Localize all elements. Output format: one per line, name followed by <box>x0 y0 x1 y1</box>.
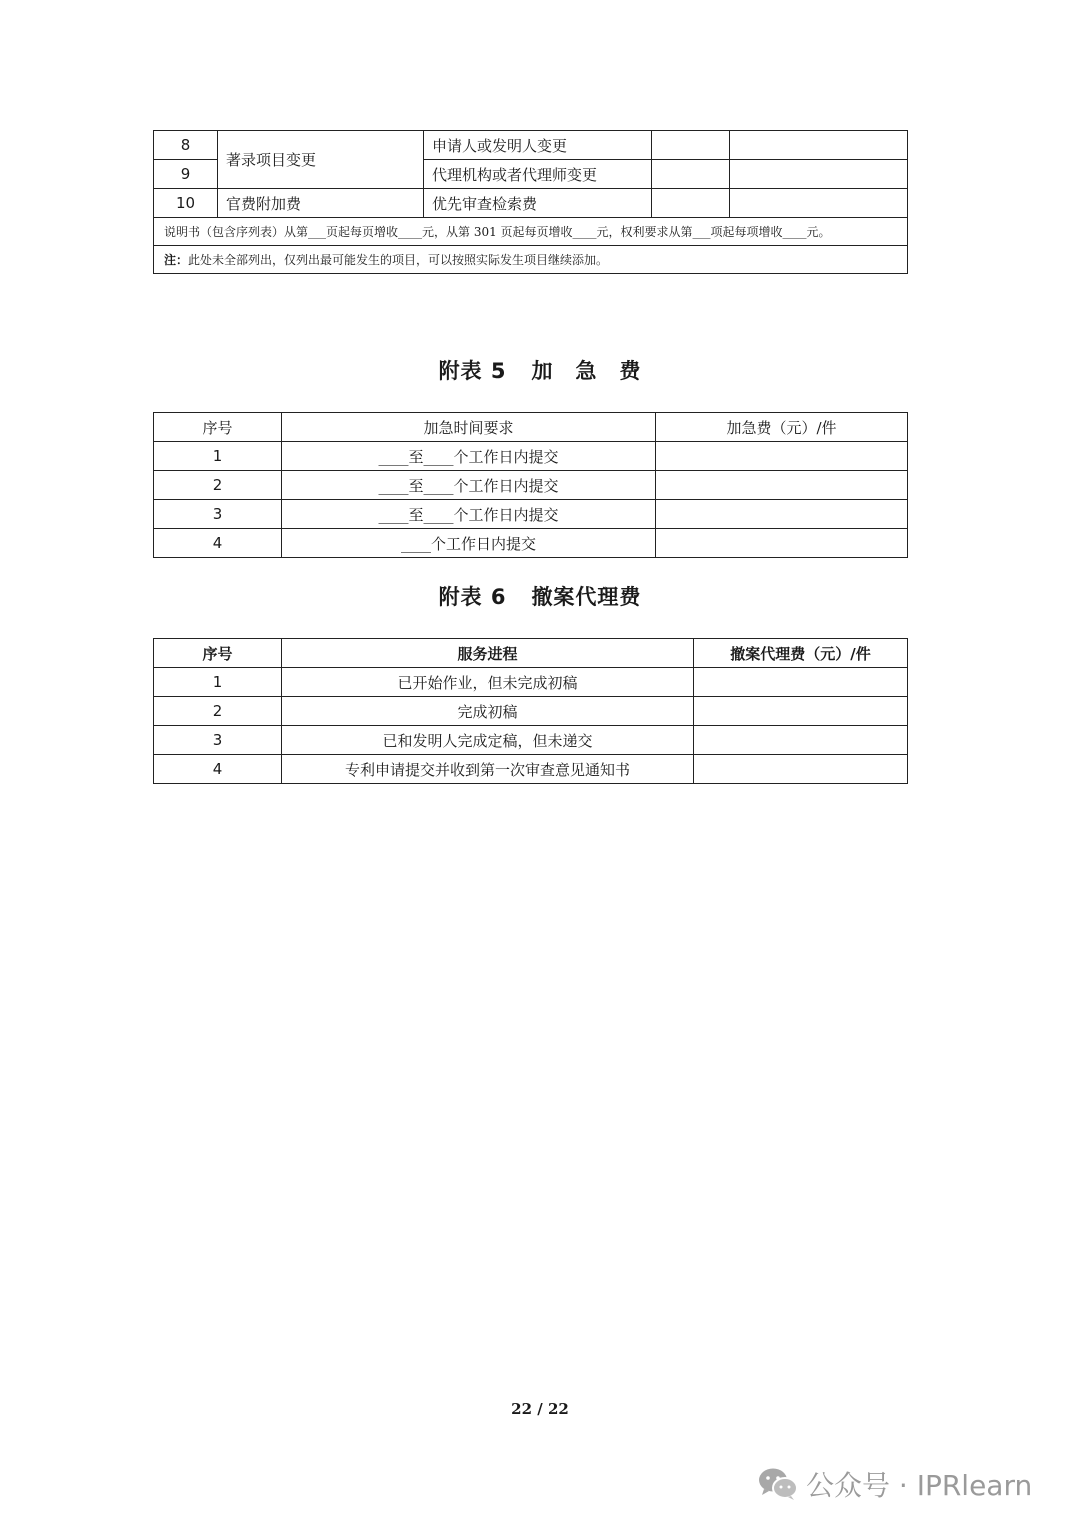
row-number: 9 <box>154 160 218 189</box>
title-prefix: 附表 <box>438 358 483 383</box>
row-number: 2 <box>154 697 282 726</box>
row-category: 官费附加费 <box>218 189 424 218</box>
header-requirement: 加急时间要求 <box>282 413 656 442</box>
row-number: 10 <box>154 189 218 218</box>
table-row <box>154 668 908 697</box>
note-prefix: 注： <box>164 253 189 267</box>
row-number: 3 <box>154 500 282 529</box>
title-number: 5 <box>490 359 507 383</box>
urgent-fee-table <box>153 412 908 558</box>
empty-cell <box>694 726 908 755</box>
wechat-icon <box>758 1467 798 1501</box>
row-number: 1 <box>154 442 282 471</box>
empty-cell <box>730 189 908 218</box>
row-stage: 完成初稿 <box>282 697 694 726</box>
table-row <box>154 529 908 558</box>
appendix5-title <box>0 355 1080 385</box>
title-number: 6 <box>490 585 507 609</box>
row-stage: 已开始作业，但未完成初稿 <box>282 668 694 697</box>
empty-cell <box>730 160 908 189</box>
empty-cell <box>694 697 908 726</box>
row-item: 优先审查检索费 <box>424 189 652 218</box>
title-name: 加 急 费 <box>531 358 642 383</box>
row-number: 8 <box>154 131 218 160</box>
row-stage: 已和发明人完成定稿，但未递交 <box>282 726 694 755</box>
row-number: 4 <box>154 529 282 558</box>
fee-disclaimer <box>154 246 908 274</box>
page-number: 22 / 22 <box>511 1400 569 1418</box>
header-no: 序号 <box>154 413 282 442</box>
empty-cell <box>652 189 730 218</box>
empty-cell <box>730 131 908 160</box>
table-header-row <box>154 639 908 668</box>
empty-cell <box>656 529 908 558</box>
title-prefix: 附表 <box>438 584 483 609</box>
fee-table <box>153 130 908 274</box>
row-number: 1 <box>154 668 282 697</box>
row-item: 申请人或发明人变更 <box>424 131 652 160</box>
header-stage: 服务进程 <box>282 639 694 668</box>
row-item: 代理机构或者代理师变更 <box>424 160 652 189</box>
withdrawal-fee-table <box>153 638 908 784</box>
table-row <box>154 500 908 529</box>
empty-cell <box>652 160 730 189</box>
note-text: 此处未全部列出，仅列出最可能发生的项目，可以按照实际发生项目继续添加。 <box>188 253 609 267</box>
empty-cell <box>694 755 908 784</box>
table-row <box>154 131 908 160</box>
table-row <box>154 697 908 726</box>
table-note-row <box>154 218 908 246</box>
row-stage: 专利申请提交并收到第一次审查意见通知书 <box>282 755 694 784</box>
appendix6-title <box>0 581 1080 611</box>
empty-cell <box>656 471 908 500</box>
empty-cell <box>656 500 908 529</box>
watermark-text: 公众号 · IPRlearn <box>806 1469 1033 1502</box>
row-requirement: ____至____个工作日内提交 <box>282 442 656 471</box>
table-row <box>154 189 908 218</box>
empty-cell <box>694 668 908 697</box>
table-header-row <box>154 413 908 442</box>
title-name: 撤案代理费 <box>531 584 642 609</box>
table-row <box>154 471 908 500</box>
fee-note: 说明书（包含序列表）从第___页起每页增收____元，从第 301 页起每页增收____元，权利要求从第___项起每项增收____元。 <box>154 218 908 246</box>
row-requirement: ____至____个工作日内提交 <box>282 500 656 529</box>
watermark <box>758 1464 1032 1504</box>
header-fee: 撤案代理费（元）/件 <box>694 639 908 668</box>
table-row <box>154 442 908 471</box>
empty-cell <box>656 442 908 471</box>
table-row <box>154 755 908 784</box>
table-note-row <box>154 246 908 274</box>
row-requirement: ____个工作日内提交 <box>282 529 656 558</box>
row-number: 2 <box>154 471 282 500</box>
empty-cell <box>652 131 730 160</box>
row-number: 3 <box>154 726 282 755</box>
row-category: 著录项目变更 <box>218 131 424 189</box>
row-requirement: ____至____个工作日内提交 <box>282 471 656 500</box>
header-no: 序号 <box>154 639 282 668</box>
row-number: 4 <box>154 755 282 784</box>
table-row <box>154 726 908 755</box>
header-fee: 加急费（元）/件 <box>656 413 908 442</box>
